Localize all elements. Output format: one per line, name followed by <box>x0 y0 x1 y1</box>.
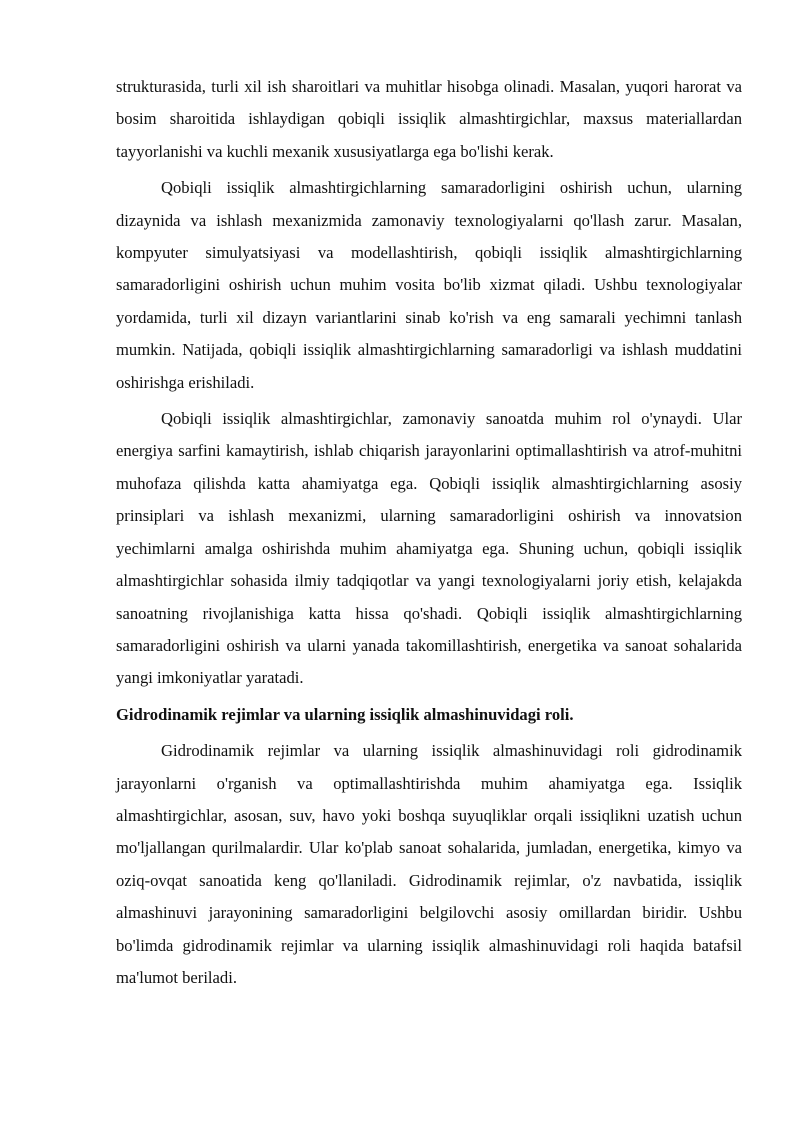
paragraph-simulation: Qobiqli issiqlik almashtirgichlarning samaradorligini oshirish uchun, ularning dizaynida va ishlash mexanizmida zamonaviy texnologiyalarni qo'llash zarur. Masalan, kompyuter simulyatsiyasi va modellashtirish, qobiqli issiqlik almashtirgichlarning samaradorligini oshirish uchun muhim vosita bo'lib xizmat qiladi. Ushbu texnologiyalar yordamida, turli xil dizayn variantlarini sinab ko'rish va eng samarali yechimni tanlash mumkin. Natijada, qobiqli issiqlik almashtirgichlarning samaradorligi va ishlash muddatini oshirishga erishiladi. <box>116 178 742 392</box>
paragraph-hydrodynamic-modes: Gidrodinamik rejimlar va ularning issiqlik almashinuvidagi roli gidrodinamik jarayonlarni o'rganish va optimallashtirishda muhim ahamiyatga ega. Issiqlik almashtirgichlar, asosan, suv, havo yoki boshqa suyuqliklar orqali issiqlikni uzatish uchun mo'ljallangan qurilmalardir. Ular ko'plab sanoat sohalarida, jumladan, energetika, kimyo va oziq-ovqat sanoatida keng qo'llaniladi. Gidrodinamik rejimlar, o'z navbatida, issiqlik almashinuvi jarayonining samaradorligini belgilovchi asosiy omillardan biridir. Ushbu bo'limda gidrodinamik rejimlar va ularning issiqlik almashinuvidagi roli haqida batafsil ma'lumot beriladi. <box>116 741 742 987</box>
section-heading: Gidrodinamik rejimlar va ularning issiqlik almashinuvidagi roli. <box>116 704 574 724</box>
document-page <box>116 71 742 994</box>
paragraph-industry-role: Qobiqli issiqlik almashtirgichlar, zamonaviy sanoatda muhim rol o'ynaydi. Ular energiya sarfini kamaytirish, ishlab chiqarish jarayonlarini optimallashtirish va atrof-muhitni muhofaza qilishda katta ahamiyatga ega. Qobiqli issiqlik almashtirgichlarning asosiy prinsiplari va ishlash mexanizmi, ularning samaradorligini oshirish va innovatsion yechimlarni amalga oshirishda muhim ahamiyatga ega. Shuning uchun, qobiqli issiqlik almashtirgichlar sohasida ilmiy tadqiqotlar va yangi texnologiyalarni joriy etish, kelajakda sanoatning rivojlanishiga katta hissa qo'shadi. Qobiqli issiqlik almashtirgichlarning samaradorligini oshirish va ularni yanada takomillashtirish, energetika va sanoat sohalarida yangi imkoniyatlar yaratadi. <box>116 409 742 688</box>
paragraph-continuation: strukturasida, turli xil ish sharoitlari va muhitlar hisobga olinadi. Masalan, yuqori harorat va bosim sharoitida ishlaydigan qobiqli issiqlik almashtirgichlar, maxsus materiallardan tayyorlanishi va kuchli mexanik xususiyatlarga ega bo'lishi kerak. <box>116 77 742 161</box>
